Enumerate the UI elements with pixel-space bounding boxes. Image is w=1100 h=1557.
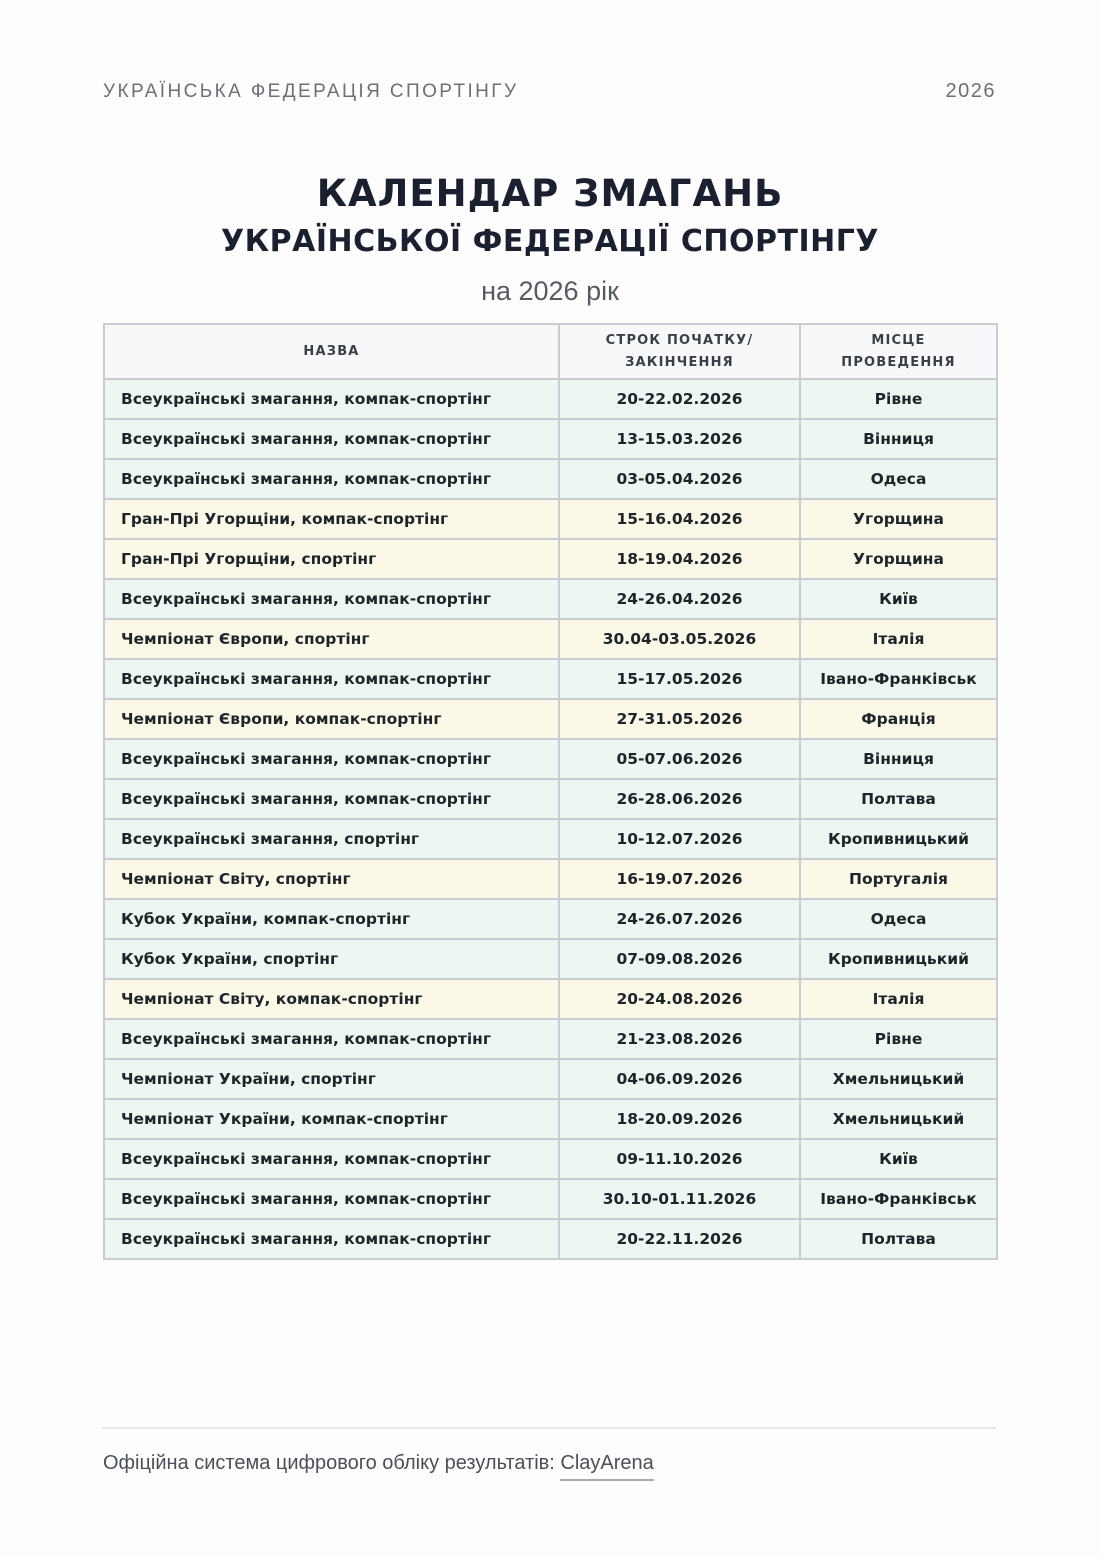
table-row [104, 1019, 997, 1059]
table-row [104, 1179, 997, 1219]
event-place-cell: Угорщина [800, 539, 997, 579]
event-name-cell: Всеукраїнські змагання, компак-спортінг [104, 379, 559, 419]
table-row [104, 499, 997, 539]
event-dates-cell: 13-15.03.2026 [559, 419, 800, 459]
table-row [104, 1099, 997, 1139]
event-name-cell: Всеукраїнські змагання, компак-спортінг [104, 1139, 559, 1179]
event-name-cell: Всеукраїнські змагання, компак-спортінг [104, 779, 559, 819]
table-row [104, 739, 997, 779]
table-row [104, 1219, 997, 1259]
event-dates-cell: 04-06.09.2026 [559, 1059, 800, 1099]
organization-name: УКРАЇНСЬКА ФЕДЕРАЦІЯ СПОРТІНГУ [103, 80, 519, 102]
event-place-cell: Київ [800, 1139, 997, 1179]
table-header-row [104, 324, 997, 379]
page-title: КАЛЕНДАР ЗМАГАНЬ [316, 172, 784, 215]
event-place-cell: Рівне [800, 379, 997, 419]
table-row [104, 819, 997, 859]
event-dates-cell: 27-31.05.2026 [559, 699, 800, 739]
table-row [104, 699, 997, 739]
event-place-cell: Португалія [800, 859, 997, 899]
event-dates-cell: 16-19.07.2026 [559, 859, 800, 899]
table-row [104, 419, 997, 459]
event-name-cell: Всеукраїнські змагання, компак-спортінг [104, 659, 559, 699]
event-dates-cell: 26-28.06.2026 [559, 779, 800, 819]
event-place-cell: Київ [800, 579, 997, 619]
event-name-cell: Чемпіонат Світу, компак-спортінг [104, 979, 559, 1019]
event-name-cell: Всеукраїнські змагання, компак-спортінг [104, 1219, 559, 1259]
table-row [104, 459, 997, 499]
event-dates-cell: 30.04-03.05.2026 [559, 619, 800, 659]
event-place-cell: Одеса [800, 459, 997, 499]
event-place-cell: Італія [800, 619, 997, 659]
event-place-cell: Вінниця [800, 739, 997, 779]
event-place-cell: Івано-Франківськ [800, 659, 997, 699]
event-name-cell: Чемпіонат України, компак-спортінг [104, 1099, 559, 1139]
event-place-cell: Італія [800, 979, 997, 1019]
table-row [104, 379, 997, 419]
column-header-dates-line1: СТРОК ПОЧАТКУ/ [605, 332, 754, 348]
competition-calendar-table [103, 323, 998, 1260]
table-row [104, 579, 997, 619]
column-header-dates [559, 324, 800, 379]
page-subtitle: на 2026 рік [481, 276, 619, 306]
table-row [104, 779, 997, 819]
footer [103, 1452, 654, 1481]
event-name-cell: Чемпіонат України, спортінг [104, 1059, 559, 1099]
column-header-place-line1: МІСЦЕ [871, 332, 926, 348]
event-dates-cell: 20-22.11.2026 [559, 1219, 800, 1259]
table-row [104, 979, 997, 1019]
column-header-dates-line2: ЗАКІНЧЕННЯ [625, 354, 734, 370]
column-header-name [104, 324, 559, 379]
event-dates-cell: 09-11.10.2026 [559, 1139, 800, 1179]
event-name-cell: Кубок України, компак-спортінг [104, 899, 559, 939]
event-place-cell: Полтава [800, 779, 997, 819]
table-row [104, 899, 997, 939]
event-place-cell: Вінниця [800, 419, 997, 459]
table-row [104, 859, 997, 899]
event-name-cell: Чемпіонат Європи, компак-спортінг [104, 699, 559, 739]
event-name-cell: Всеукраїнські змагання, компак-спортінг [104, 459, 559, 499]
event-dates-cell: 21-23.08.2026 [559, 1019, 800, 1059]
event-place-cell: Івано-Франківськ [800, 1179, 997, 1219]
event-place-cell: Хмельницький [800, 1059, 997, 1099]
column-header-place [800, 324, 997, 379]
event-name-cell: Кубок України, спортінг [104, 939, 559, 979]
event-place-cell: Хмельницький [800, 1099, 997, 1139]
event-dates-cell: 20-24.08.2026 [559, 979, 800, 1019]
event-place-cell: Одеса [800, 899, 997, 939]
event-dates-cell: 15-17.05.2026 [559, 659, 800, 699]
event-place-cell: Франція [800, 699, 997, 739]
event-name-cell: Всеукраїнські змагання, компак-спортінг [104, 739, 559, 779]
event-name-cell: Гран-Прі Угорщіни, компак-спортінг [104, 499, 559, 539]
page-header [103, 80, 996, 103]
event-dates-cell: 07-09.08.2026 [559, 939, 800, 979]
event-place-cell: Кропивницький [800, 819, 997, 859]
footer-divider [103, 1427, 996, 1429]
event-dates-cell: 10-12.07.2026 [559, 819, 800, 859]
event-place-cell: Кропивницький [800, 939, 997, 979]
event-dates-cell: 24-26.04.2026 [559, 579, 800, 619]
event-dates-cell: 03-05.04.2026 [559, 459, 800, 499]
table-row [104, 1139, 997, 1179]
table-row [104, 939, 997, 979]
column-header-name-label: НАЗВА [303, 343, 360, 359]
event-name-cell: Всеукраїнські змагання, компак-спортінг [104, 579, 559, 619]
event-name-cell: Всеукраїнські змагання, компак-спортінг [104, 1179, 559, 1219]
event-place-cell: Рівне [800, 1019, 997, 1059]
header-year: 2026 [945, 80, 996, 102]
event-name-cell: Гран-Прі Угорщіни, спортінг [104, 539, 559, 579]
event-dates-cell: 15-16.04.2026 [559, 499, 800, 539]
event-place-cell: Полтава [800, 1219, 997, 1259]
event-name-cell: Всеукраїнські змагання, компак-спортінг [104, 1019, 559, 1059]
event-name-cell: Чемпіонат Європи, спортінг [104, 619, 559, 659]
event-name-cell: Чемпіонат Світу, спортінг [104, 859, 559, 899]
event-dates-cell: 18-19.04.2026 [559, 539, 800, 579]
event-place-cell: Угорщина [800, 499, 997, 539]
event-name-cell: Всеукраїнські змагання, компак-спортінг [104, 419, 559, 459]
event-dates-cell: 05-07.06.2026 [559, 739, 800, 779]
event-dates-cell: 24-26.07.2026 [559, 899, 800, 939]
table-row [104, 659, 997, 699]
clayarena-link[interactable]: ClayArena [560, 1452, 653, 1481]
table-row [104, 1059, 997, 1099]
page-title-line2: УКРАЇНСЬКОЇ ФЕДЕРАЦІЇ СПОРТІНГУ [221, 224, 879, 259]
event-dates-cell: 20-22.02.2026 [559, 379, 800, 419]
event-dates-cell: 30.10-01.11.2026 [559, 1179, 800, 1219]
event-name-cell: Всеукраїнські змагання, спортінг [104, 819, 559, 859]
column-header-place-line2: ПРОВЕДЕННЯ [841, 354, 956, 370]
table-row [104, 539, 997, 579]
event-dates-cell: 18-20.09.2026 [559, 1099, 800, 1139]
footer-text: Офіційна система цифрового обліку результатів: [103, 1452, 561, 1474]
table-row [104, 619, 997, 659]
